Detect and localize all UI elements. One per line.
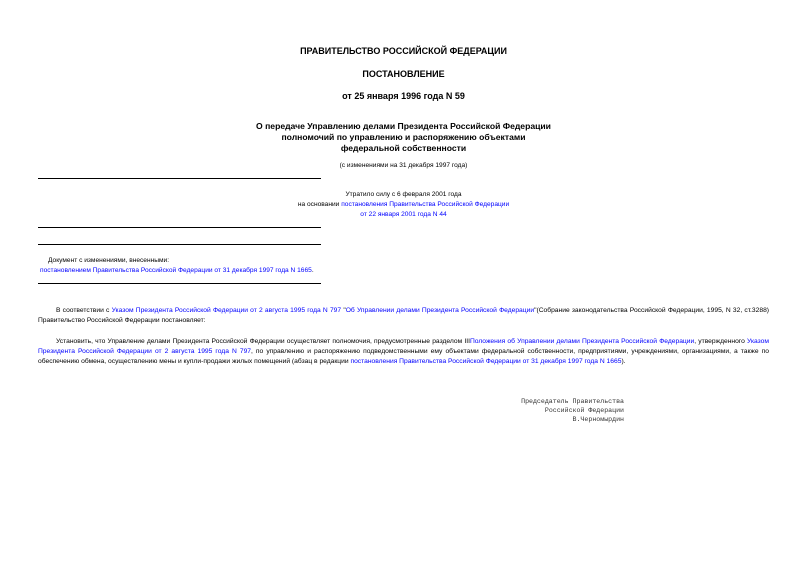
p2-text: Установить, что Управление делами Президента Российской Федерации осуществляет полномочия, предусмотренные разделом III xyxy=(56,338,470,345)
changes-note: (с изменениями на 31 декабря 1997 года) xyxy=(339,162,468,169)
repeal-link-decree[interactable]: постановления Правительства Российской Федерации xyxy=(341,201,510,208)
divider xyxy=(38,178,321,179)
p2-text: ). xyxy=(621,358,626,365)
p1-text: "(Собрание законодательства Российской Федерации, 1995, N 32, ст.3288) Правительство Российской Федерации постановляет: xyxy=(38,307,770,324)
amendment-link[interactable]: постановлением Правительства Российской Федерации от 31 декабря 1997 года N 1665 xyxy=(40,267,312,274)
repeal-prefix: на основании xyxy=(297,201,342,208)
repeal-link-date[interactable]: от 22 января 2001 года N 44 xyxy=(360,211,447,218)
divider xyxy=(38,227,321,228)
amendment-suffix: . xyxy=(311,267,314,274)
divider xyxy=(38,283,321,284)
title-line-3: федеральной собственности xyxy=(340,143,467,153)
repeal-note xyxy=(0,190,807,220)
p2-link-resolution[interactable]: постановления Правительства Российской Федерации от 31 декабря 1997 года N 1665 xyxy=(350,358,622,365)
p2-text: , утвержденного xyxy=(694,338,748,345)
document-title xyxy=(0,121,807,154)
paragraph-1 xyxy=(38,306,769,326)
divider xyxy=(38,244,321,245)
signature-country: Российской Федерации xyxy=(544,407,624,414)
p1-text: В соответствии с xyxy=(56,307,112,314)
p2-link-decree[interactable]: Указом Президента Российской Федерации от 2 августа 1995 года N 797 xyxy=(38,338,769,355)
p2-link-regulation[interactable]: Положения об Управлении делами Президента Российской Федерации xyxy=(469,338,695,345)
p2-text: , по управлению и распоряжению подведомственными ему объектами федеральной собственности, предприятиями, учреждениями, организациями, а также по обеспечению обмена, осуществлению мены и купли-продажи жилых помещений (абзац в редакции xyxy=(38,348,769,365)
p1-text: " xyxy=(341,307,346,314)
amendments-label: Документ с изменениями, внесенными: xyxy=(48,257,170,264)
amendments-note xyxy=(40,256,314,276)
title-line-1: О передаче Управлению делами Президента Российской Федерации xyxy=(256,121,551,131)
signature-name: В.Черномырдин xyxy=(572,416,624,423)
paragraph-2 xyxy=(38,337,769,367)
signature-position: Председатель Правительства xyxy=(521,398,624,405)
document-type: ПОСТАНОВЛЕНИЕ xyxy=(362,69,445,79)
signature-block xyxy=(460,397,624,424)
government-heading: ПРАВИТЕЛЬСТВО РОССИЙСКОЙ ФЕДЕРАЦИИ xyxy=(300,46,507,56)
p1-link-decree[interactable]: Указом Президента Российской Федерации от 2 августа 1995 года N 797 xyxy=(111,307,342,314)
repeal-basis xyxy=(0,200,807,210)
p1-link-decree-title[interactable]: Об Управлении делами Президента Российской Федерации xyxy=(345,307,535,314)
title-line-2: полномочий по управлению и распоряжению объектами xyxy=(281,132,526,142)
document-date: от 25 января 1996 года N 59 xyxy=(342,91,465,101)
repeal-line: Утратило силу с 6 февраля 2001 года xyxy=(345,191,462,198)
